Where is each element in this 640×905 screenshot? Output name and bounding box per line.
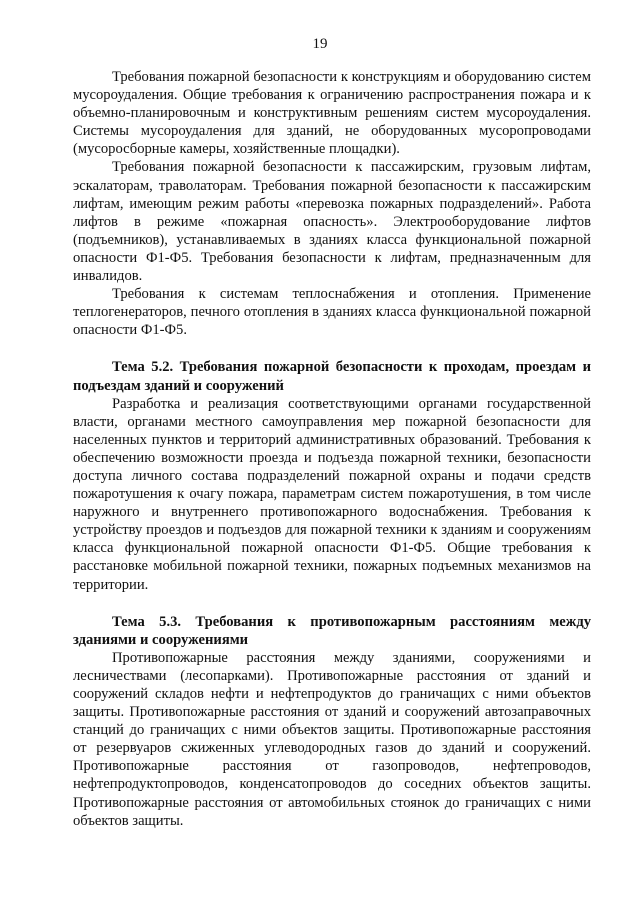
section-body-5-2: Разработка и реализация соответствующими органами государственной власти, органами местного самоуправления мер пожарной безопасности для населенных пунктов и территорий административных образований. Требования к обеспечению возможности проезда и подъезда пожарной техники, безопасности доступа личного состава подразделений пожарной охраны и подачи средств пожаротушения к очагу пожара, параметрам систем пожаротушения, в том числе наружного и внутреннего противопожарного водоснабжения. Требования к устройству проездов и подъездов для пожарной техники к зданиям и сооружениям класса функциональной пожарной опасности Ф1-Ф5. Общие требования к расстановке мобильной пожарной техники, пожарных подъемных механизмов на территории.: [73, 395, 591, 593]
section-heading-5-3: Тема 5.3. Требования к противопожарным расстояниям между зданиями и сооружениями: [73, 613, 591, 648]
page-number: 19: [312, 36, 328, 52]
paragraph-garbage-disposal: Требования пожарной безопасности к конструкциям и оборудованию систем мусороудаления. Общие требования к ограничению распространения пожара и к объемно-планировочным и конструктивным решениям систем мусороудаления. Системы мусороудаления для зданий, не оборудованных мусоропроводами (мусоросборные камеры, хозяйственные площадки).: [73, 69, 591, 158]
paragraph-heating: Требования к системам теплоснабжения и отопления. Применение теплогенераторов, печного отопления в зданиях класса функциональной пожарной опасности Ф1-Ф5.: [73, 286, 591, 339]
paragraph-elevators: Требования пожарной безопасности к пассажирским, грузовым лифтам, эскалаторам, траволаторам. Требования пожарной безопасности к пассажирским лифтам, имеющим режим работы «перевозка пожарных подразделений». Работа лифтов в режиме «пожарная опасность». Электрооборудование лифтов (подъемников), устанавливаемых в зданиях класса функциональной пожарной опасности Ф1-Ф5. Требования безопасности к лифтам, предназначенным для инвалидов.: [73, 159, 591, 285]
section-body-5-3: Противопожарные расстояния между зданиями, сооружениями и лесничествами (лесопарками). Противопожарные расстояния от зданий и сооружений складов нефти и нефтепродуктов до граничащих с ними объектов защиты. Противопожарные расстояния от зданий и сооружений автозаправочных станций до граничащих с ними объектов защиты. Противопожарные расстояния от резервуаров сжиженных углеводородных газов до зданий и сооружений. Противопожарные расстояния от газопроводов, нефтепроводов, нефтепродуктопроводов, конденсатопроводов до соседних объектов защиты. Противопожарные расстояния от автомобильных стоянок до граничащих с ними объектов защиты.: [73, 649, 591, 829]
section-heading-5-2: Тема 5.2. Требования пожарной безопасности к проходам, проездам и подъездам зданий и сооружений: [73, 359, 591, 394]
page-content: [73, 68, 591, 830]
